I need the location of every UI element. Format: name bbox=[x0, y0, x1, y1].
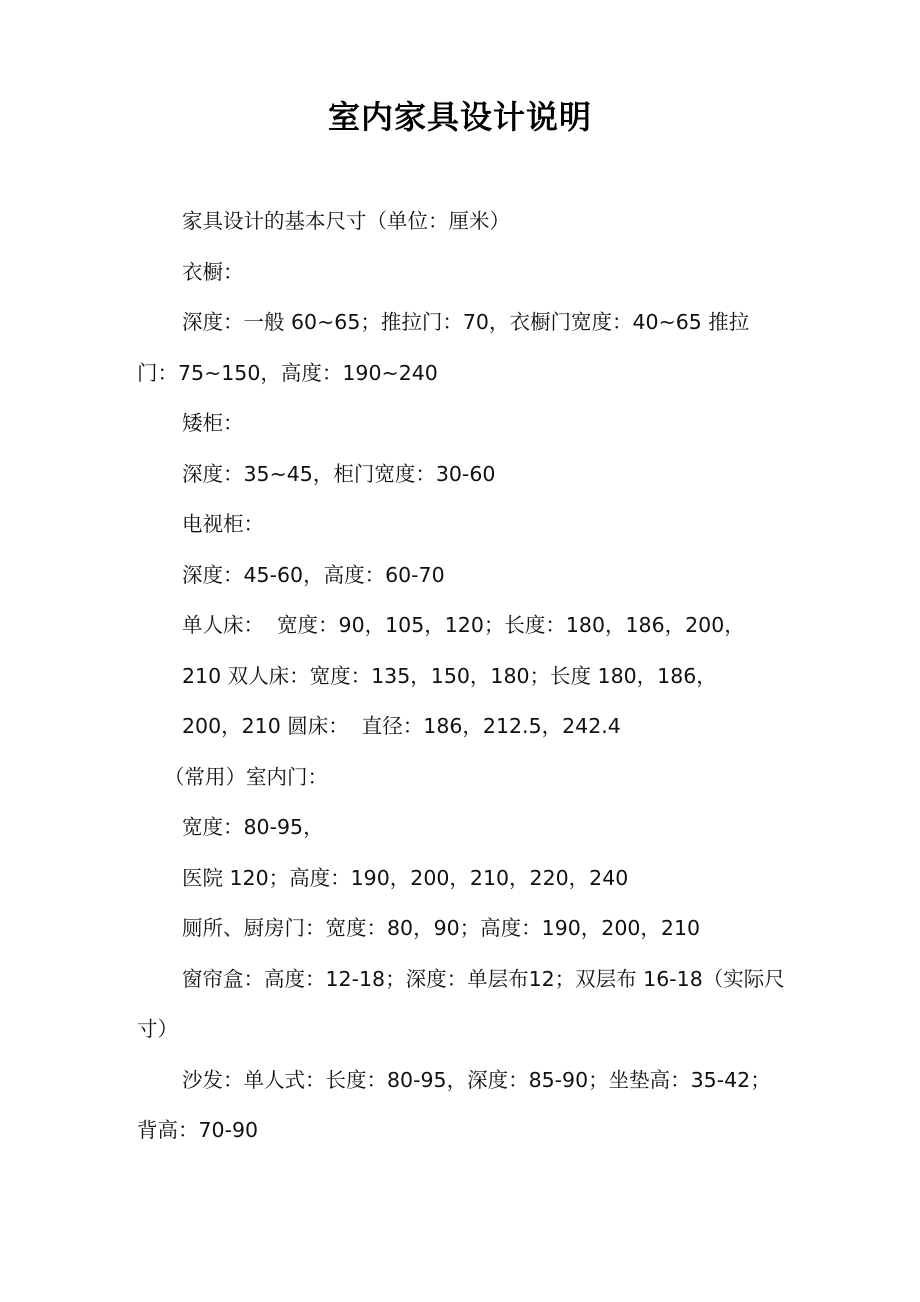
paragraph-unit-heading: 家具设计的基本尺寸（单位：厘米） bbox=[182, 209, 510, 233]
paragraph-sofa: 沙发：单人式：长度：80-95，深度：85-90；坐垫高：35-42；背高：70-90 bbox=[137, 1067, 771, 1142]
paragraph-interior-door-heading: （常用）室内门： bbox=[164, 764, 328, 789]
paragraph-tv-cabinet-dimensions: 深度：45-60，高度：60-70 bbox=[182, 562, 445, 587]
paragraph-single-bed: 单人床： 宽度：90，105，120；长度：180，186，200， bbox=[182, 613, 745, 637]
paragraph-tv-cabinet-heading: 电视柜： bbox=[182, 512, 264, 536]
paragraph-double-bed: 210 双人床：宽度：135，150，180；长度 180，186， bbox=[182, 663, 717, 688]
document-body bbox=[137, 196, 787, 1156]
paragraph-toilet-kitchen-door: 厕所、厨房门：宽度：80，90；高度：190，200，210 bbox=[182, 916, 701, 940]
paragraph-wardrobe-heading: 衣橱： bbox=[182, 259, 244, 284]
paragraph-curtain-box: 窗帘盒：高度：12-18；深度：单层布12；双层布 16-18（实际尺寸） bbox=[137, 966, 785, 1041]
paragraph-low-cabinet-dimensions: 深度：35~45，柜门宽度：30-60 bbox=[182, 461, 496, 486]
document-title: 室内家具设计说明 bbox=[327, 98, 592, 136]
paragraph-interior-door-width: 宽度：80-95， bbox=[182, 815, 324, 839]
paragraph-wardrobe-dimensions: 深度：一般 60~65；推拉门：70，衣橱门宽度：40~65 推拉门：75~150，高度：190~240 bbox=[137, 310, 750, 385]
paragraph-hospital-door: 医院 120；高度：190，200，210，220，240 bbox=[182, 865, 629, 890]
paragraph-low-cabinet-heading: 矮柜： bbox=[182, 411, 244, 435]
paragraph-round-bed: 200，210 圆床： 直径：186，212.5，242.4 bbox=[182, 714, 621, 738]
